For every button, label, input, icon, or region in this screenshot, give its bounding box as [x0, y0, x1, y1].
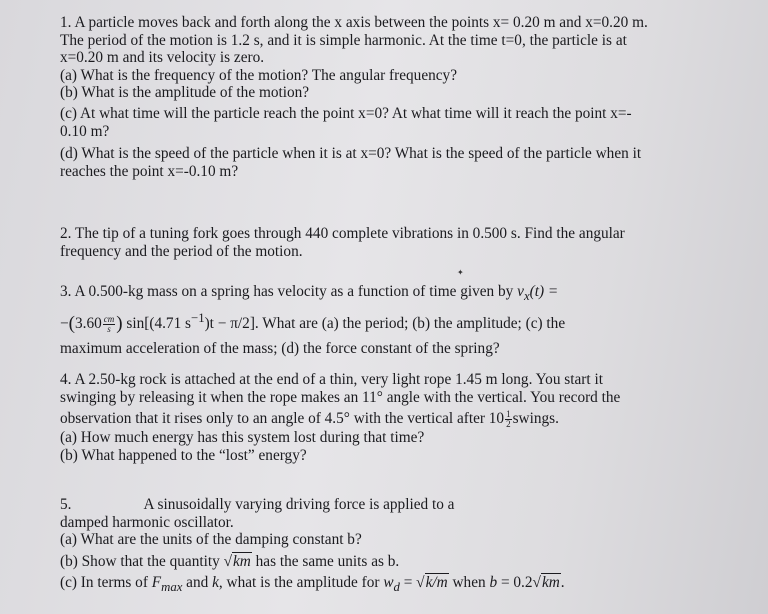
problem-1-line-2: The period of the motion is 1.2 s, and it is simple harmonic. At the time t=0, the particle is at	[60, 31, 627, 49]
problem-5-part-a: (a) What are the units of the damping constant b?	[60, 531, 362, 549]
problem-4-line-3: observation that it rises only to an angle of 4.5° with the vertical after 10 $\frac{1}{2}$ swings.	[60, 409, 559, 430]
problem-4	[60, 371, 750, 464]
problem-2-line-2: frequency and the period of the motion.	[60, 242, 303, 260]
problem-5-part-c: (c) In terms of $F_{max}$ and k, what is the amplitude for $w_d = √k/m$ when b = 0.2√km.	[60, 574, 565, 595]
half-fraction: $\frac{1}{2}$	[506, 409, 511, 430]
problem-2	[60, 225, 750, 260]
problem-5-line-1: 5. A sinusoidally varying driving force is applied to a	[60, 496, 455, 513]
problem-3-line-1: 3. A 0.500-kg mass on a spring has velocity as a function of time given by $v_x(t)$ =	[60, 283, 559, 304]
problem-3	[60, 283, 750, 358]
mark-star-icon: ✦	[457, 268, 464, 277]
problem-1-line-1: 1. A particle moves back and forth along the x axis between the points x= 0.20 m and x=0.20 m.	[60, 14, 648, 31]
problem-5-part-b: (b) Show that the quantity √km has the same units as b.	[60, 552, 400, 570]
problem-1-part-b: (b) What is the amplitude of the motion?	[60, 84, 310, 102]
problem-3-line-2: −(3.60 $\frac{cm}{s}$ ) sin[(4.71 $s^{-1})t - \pi/2$]. What are (a) the period; (b) the amplitude; (c) the	[60, 310, 566, 334]
unit-fraction-cm-per-s: $\frac{cm}{s}$	[103, 313, 115, 334]
problem-4-part-b: (b) What happened to the “lost” energy?	[60, 446, 307, 464]
problem-5-line-2: damped harmonic oscillator.	[60, 513, 234, 531]
problem-1-part-d: (d) What is the speed of the particle when it is at x=0? What is the speed of the particle when it	[60, 145, 642, 163]
problem-1-part-c: (c) At what time will the particle reach the point x=0? At what time will it reach the point x=-	[60, 104, 632, 122]
problem-3-line-3: maximum acceleration of the mass; (d) the force constant of the spring?	[60, 340, 500, 358]
problem-1-part-d-cont: reaches the point x=-0.10 m?	[60, 162, 239, 180]
problem-4-part-a: (a) How much energy has this system lost during that time?	[60, 429, 425, 447]
problem-1	[60, 14, 750, 180]
problem-4-line-1: 4. A 2.50-kg rock is attached at the end of a thin, very light rope 1.45 m long. You start it	[60, 371, 603, 388]
problem-4-line-2: swinging by releasing it when the rope makes an 11° angle with the vertical. You record the	[60, 388, 621, 406]
problem-2-line-1: 2. The tip of a tuning fork goes through 440 complete vibrations in 0.500 s. Find the angular	[60, 225, 625, 242]
velocity-amplitude: 3.60	[74, 314, 102, 332]
problem-1-part-a: (a) What is the frequency of the motion? The angular frequency?	[60, 66, 457, 84]
problem-1-line-3: x=0.20 m and its velocity is zero.	[60, 49, 265, 67]
problem-1-part-c-cont: 0.10 m?	[60, 122, 110, 140]
problem-5	[60, 496, 750, 597]
